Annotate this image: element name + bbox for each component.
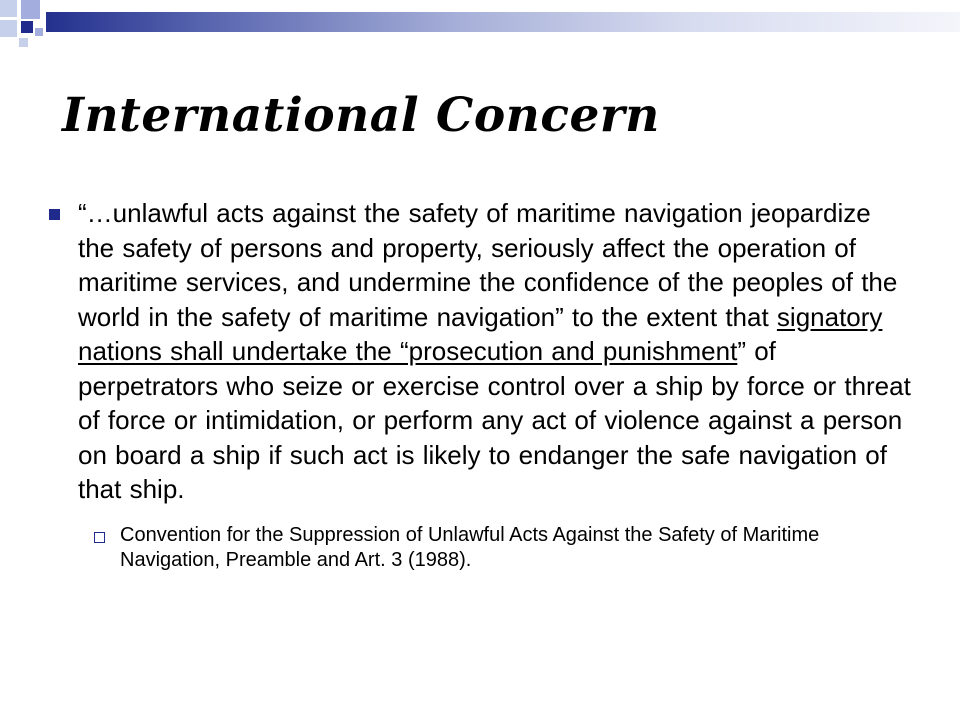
decor-square-light — [0, 20, 17, 37]
sub-bullet-text: Convention for the Suppression of Unlawful Acts Against the Safety of Maritime Navigation, Preamble and Art. 3 (1988). — [120, 523, 820, 571]
decor-square-dark — [21, 21, 33, 33]
decor-square-mid — [21, 0, 40, 19]
slide-title: International Concern — [62, 88, 660, 143]
bullet-item — [44, 196, 914, 507]
decor-square-mid — [35, 28, 43, 36]
bullet-square-icon — [49, 209, 60, 220]
bullet-text-underlined: signatory nations shall undertake the “prosecution and punishment — [78, 301, 883, 366]
sub-bullet-item — [44, 523, 914, 573]
decor-square-light — [0, 0, 17, 17]
slide-body — [44, 196, 914, 573]
bullet-text-part2: ” of perpetrators who seize or exercise control over a ship by force or threat of force or intimidation, or perform any act of violence against a person on board a ship if such act is likely to endanger the safe navigation of that ship. — [78, 336, 911, 504]
bullet-text-part1: “…unlawful acts against the safety of maritime navigation jeopardize the safety of persons and property, seriously affect the operation of maritime services, and undermine the confidence of the peoples of the world in the safety of maritime navigation” to the extent that — [78, 198, 898, 332]
header-gradient-bar — [46, 12, 960, 32]
hollow-square-icon — [94, 532, 105, 543]
decor-square-light — [19, 38, 28, 47]
bullet-text — [78, 196, 914, 507]
